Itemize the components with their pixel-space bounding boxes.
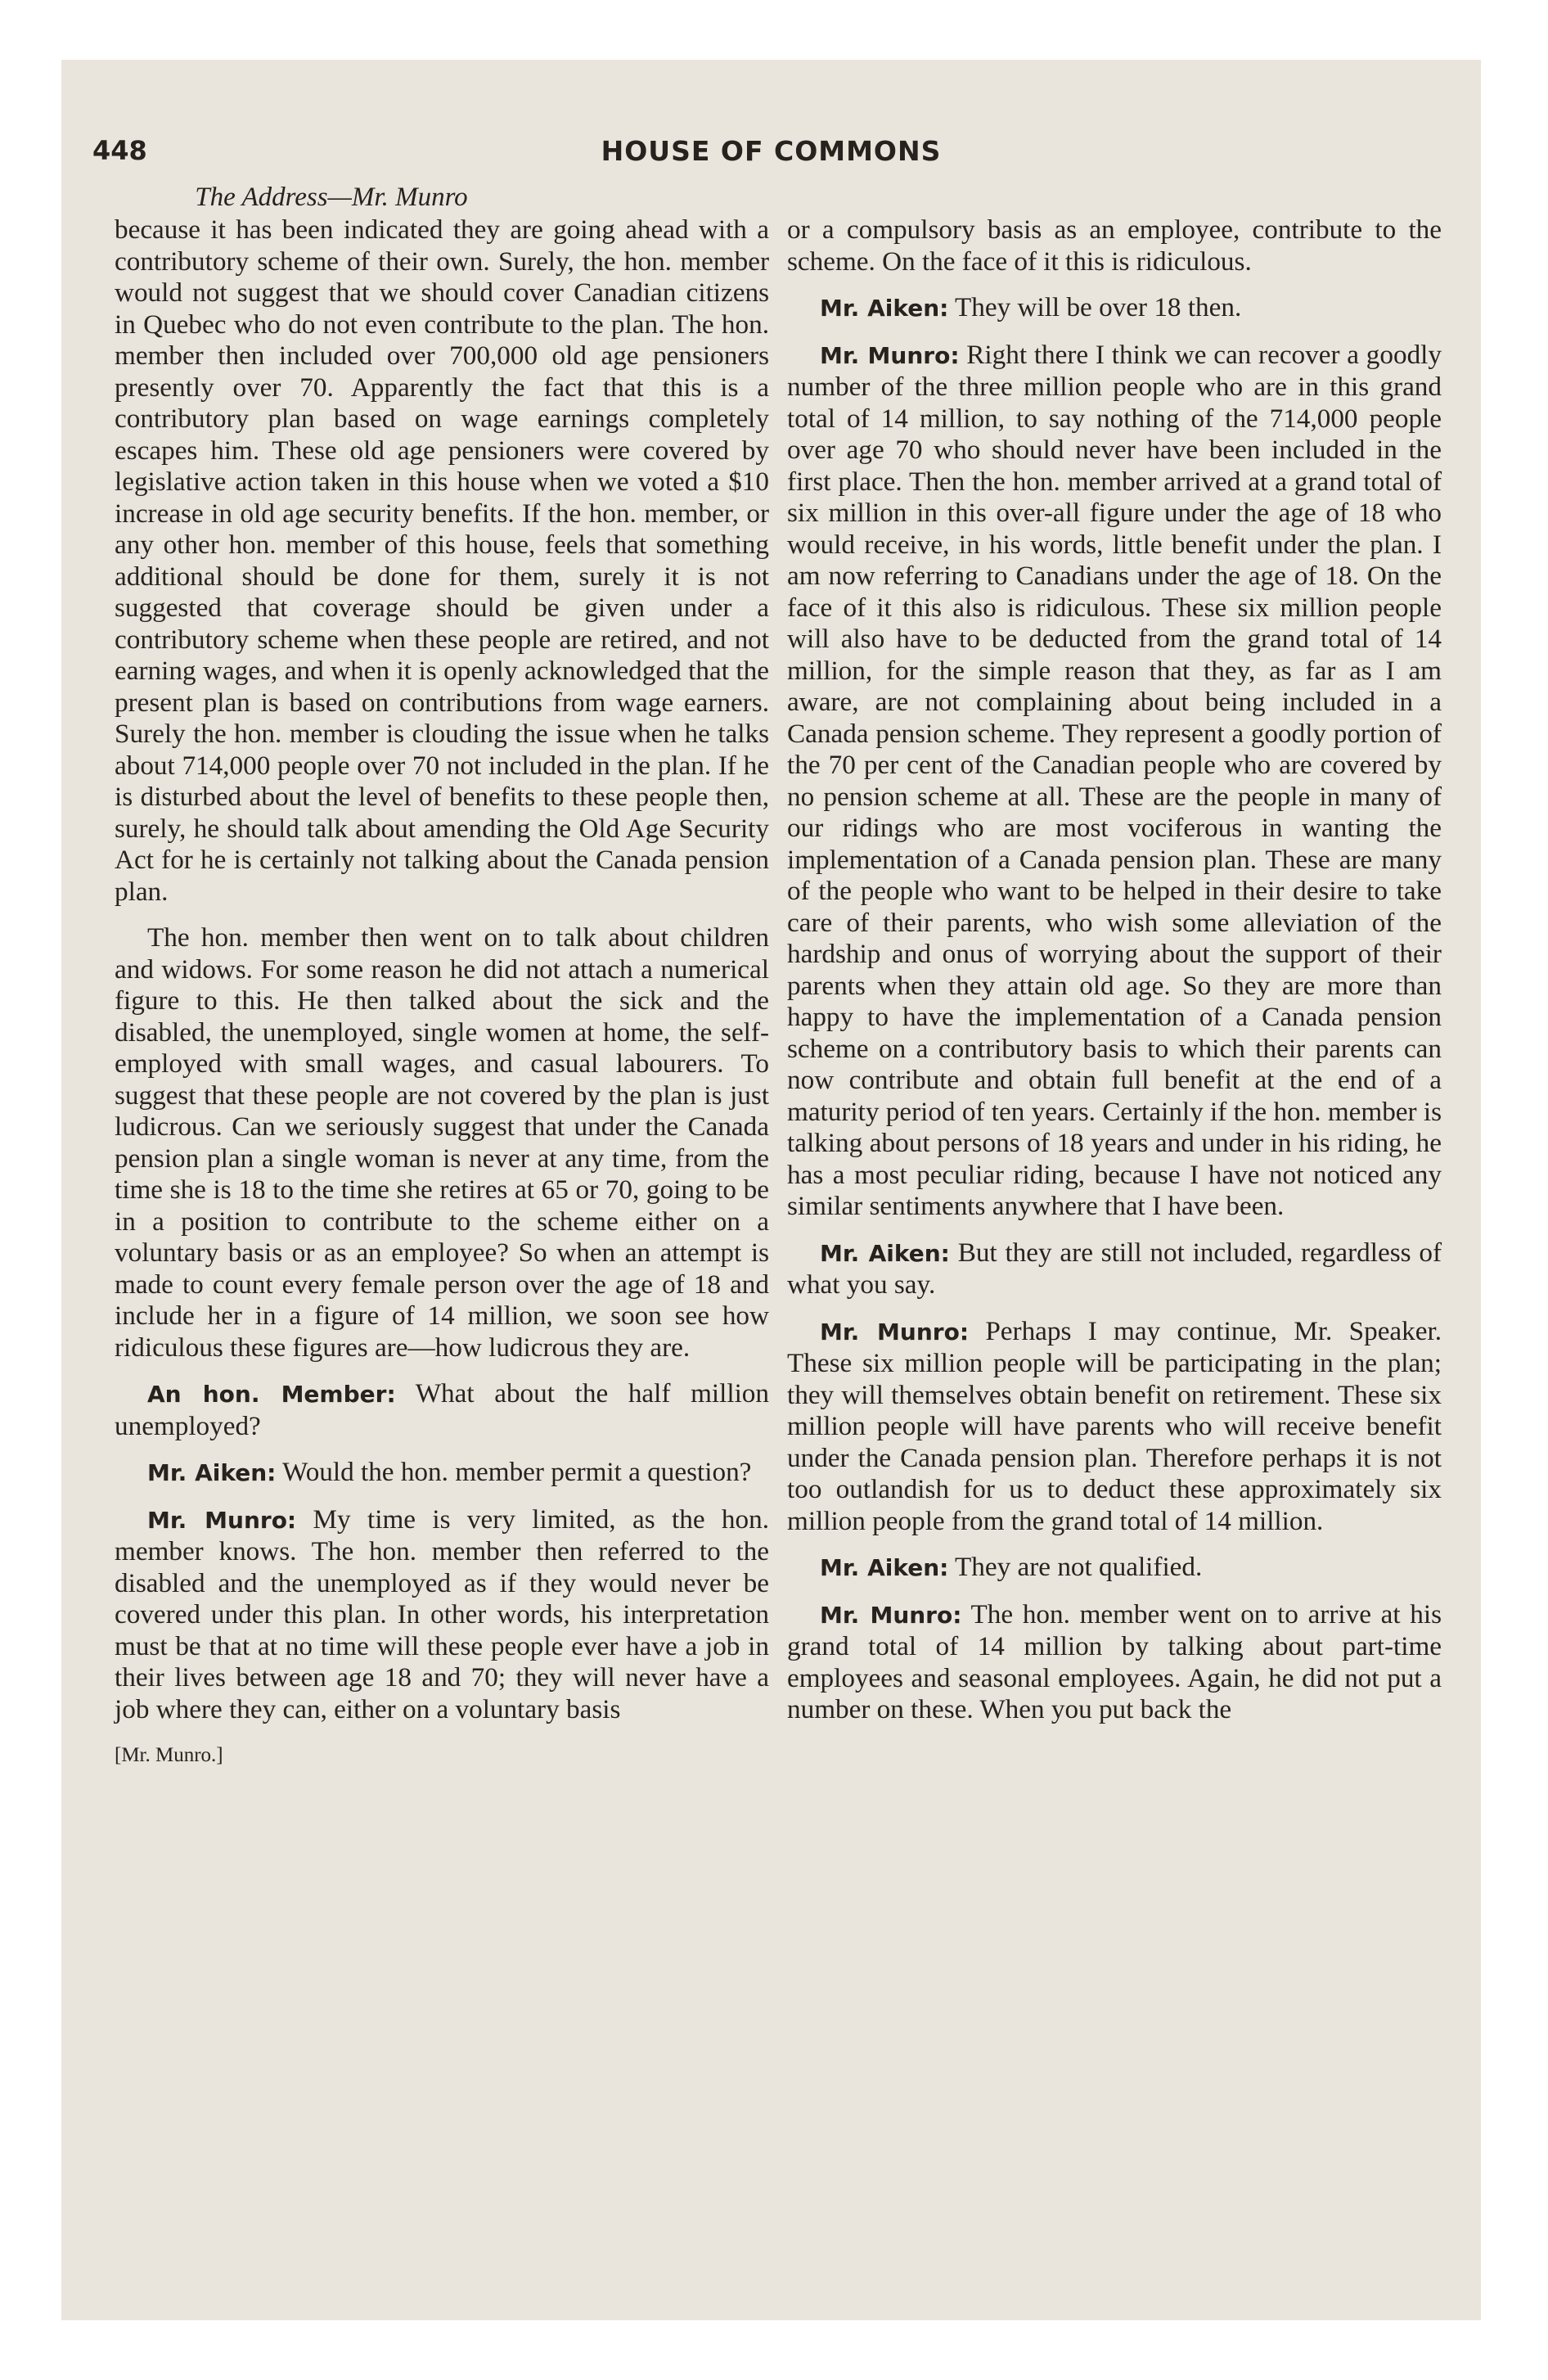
footnote: [Mr. Munro.] — [115, 1744, 223, 1766]
speaker-name: Mr. Aiken: — [820, 1239, 950, 1267]
speaker-name: Mr. Munro: — [820, 1318, 970, 1346]
paragraph: or a compulsory basis as an employee, contribute to the scheme. On the face of it this is ridiculous. — [787, 214, 1442, 277]
speech-paragraph — [787, 1599, 1442, 1726]
speaker-name: Mr. Aiken: — [820, 295, 949, 322]
paragraph: The hon. member then went on to talk about children and widows. For some reason he did not attach a numerical figure to this. He then talked about the sick and the disabled, the unemployed, single women at home, the self-employed with small wages, and casual labourers. To suggest that these people are not covered by the plan is just ludicrous. Can we seriously suggest that under the Canada pension plan a single woman is never at any time, from the time she is 18 to the time she retires at 65 or 70, going to be in a position to contribute to the scheme either on a voluntary basis or as an employee? So when an attempt is made to count every female person over the age of 18 and include her in a figure of 14 million, we soon see how ridiculous these figures are—how ludicrous they are. — [115, 922, 769, 1363]
speaker-name: Mr. Aiken: — [147, 1459, 277, 1486]
speaker-name: An hon. Member: — [147, 1381, 396, 1408]
speech-paragraph — [787, 1316, 1442, 1538]
speech-paragraph — [787, 1552, 1442, 1584]
speech-text: What about the half million unemployed? — [115, 1378, 769, 1441]
speaker-name: Mr. Aiken: — [820, 1554, 949, 1581]
speech-text: Would the hon. member permit a question? — [282, 1457, 752, 1487]
speech-text: Right there I think we can recover a goodly number of the three million people who are in this grand total of 14 million, to say nothing of the 714,000 people over age 70 who should never have been included in the first place. Then the hon. member arrived at a grand total of six million in this over-all figure under the age of 18 who would receive, in his words, little benefit under the plan. I am now referring to Canadians under the age of 18. On the face of it this also is ridiculous. These six million people will also have to be deducted from the grand total of 14 million, for the simple reason that they, as far as I am aware, are not complaining about being included in a Canada pension scheme. They represent a goodly portion of the 70 per cent of the Canadian people who are covered by no pension scheme at all. These are the people in many of our ridings who are most vociferous in wanting the implementation of a Canada pension plan. These are many of the people who want to be helped in their desire to take care of their parents, who wish some alleviation of the hardship and onus of worrying about the support of their parents when they attain old age. So they are more than happy to have the implementation of a Canada pension scheme on a contributory basis to which their parents can now contribute and obtain full benefit at the end of a maturity period of ten years. Certainly if the hon. member is talking about persons of 18 years and under in his riding, he has a most peculiar riding, because I have not noticed any similar sentiments anywhere that I have been. — [787, 339, 1442, 1221]
speaker-name: Mr. Munro: — [820, 341, 960, 369]
speech-paragraph — [787, 340, 1442, 1223]
running-head — [61, 135, 1481, 176]
speech-text: Perhaps I may continue, Mr. Speaker. These six million people will be participating in the plan; they will themselves obtain benefit on retirement. These six million people will have parents who will receive benefit under the Canada pension plan. Therefore perhaps it is not too outlandish for us to deduct these approximately six million people from the grand total of 14 million. — [787, 1315, 1442, 1536]
speech-text: They will be over 18 then. — [955, 292, 1242, 322]
speaker-name: Mr. Munro: — [820, 1601, 962, 1629]
speech-paragraph — [115, 1504, 769, 1726]
page-title: HOUSE OF COMMONS — [601, 135, 942, 167]
page-number: 448 — [92, 135, 147, 166]
paragraph: because it has been indicated they are going ahead with a contributory scheme of their own. Surely, the hon. member would not suggest that we should cover Canadian citizens in Quebec who do not even contribute to the plan. The hon. member then included over 700,000 old age pensioners presently over 70. Apparently the fact that this is a contributory plan based on wage earnings completely escapes him. These old age pensioners were covered by legislative action taken in this house when we voted a $10 increase in old age security benefits. If the hon. member, or any other hon. member of this house, feels that something additional should be done for them, surely it is not suggested that coverage should be given under a contributory scheme when these people are retired, and not earning wages, and when it is openly acknowledged that the present plan is based on contributions from wage earners. Surely the hon. member is clouding the issue when he talks about 714,000 people over 70 not included in the plan. If he is disturbed about the level of benefits to these people then, surely, he should talk about amending the Old Age Security Act for he is certainly not talking about the Canada pension plan. — [115, 214, 769, 907]
speech-paragraph — [787, 1237, 1442, 1301]
speech-paragraph — [115, 1378, 769, 1442]
speech-paragraph — [115, 1457, 769, 1490]
speech-text: My time is very limited, as the hon. member knows. The hon. member then referred to the disabled and the unemployed as if they would never be covered under this plan. In other words, his interpretation must be that at no time will these people ever have a job in their lives between age 18 and 70; they will never have a job where they can, either on a voluntary basis — [115, 1503, 770, 1724]
speaker-name: Mr. Munro: — [147, 1506, 297, 1534]
speech-paragraph — [787, 292, 1442, 325]
right-column — [787, 214, 1442, 1741]
left-column — [115, 214, 769, 1772]
hansard-page — [61, 60, 1481, 2320]
speech-text: The hon. member went on to arrive at his grand total of 14 million by talking about part-time employees and seasonal employees. Again, he did not put a number on these. When you put back the — [787, 1598, 1442, 1724]
speech-text: But they are still not included, regardless of what you say. — [787, 1237, 1442, 1300]
section-subtitle: The Address—Mr. Munro — [195, 183, 468, 212]
speech-text: They are not qualified. — [955, 1552, 1203, 1582]
